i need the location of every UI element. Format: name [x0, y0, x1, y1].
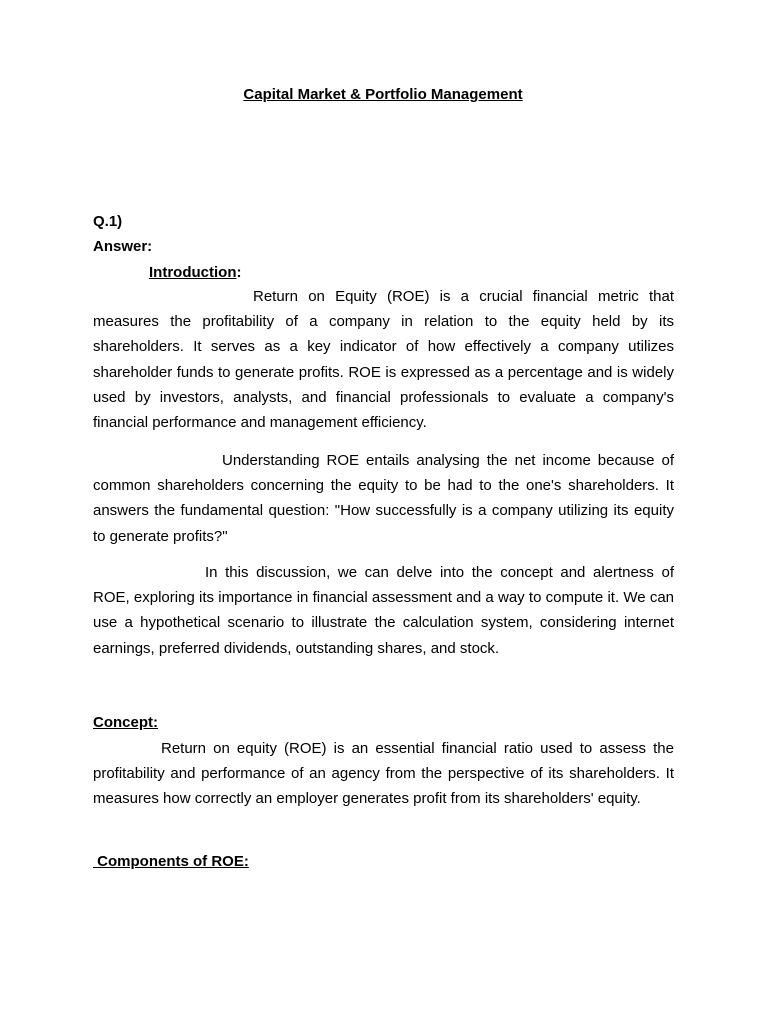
- introduction-heading-text: Introduction: [149, 264, 237, 281]
- intro-paragraph-1-text: Return on Equity (ROE) is a crucial financial metric that measures the profitability of a company in relation to the equity held by its shareholders. It serves as a key indicator of how effectively a company utilizes shareholder funds to generate profits. ROE is expressed as a percentage and is widely used by investors, analysts, and financial professionals to evaluate a company's financial performance and management efficiency.: [93, 288, 674, 432]
- intro-paragraph-2-text: Understanding ROE entails analysing the net income because of common shareholders concerning the equity to be had to the one's shareholders. It answers the fundamental question: "How successfully is a company utilizing its equity to generate profits?": [93, 452, 674, 545]
- document-title: Capital Market & Portfolio Management: [243, 86, 523, 103]
- concept-paragraph-text: Return on equity (ROE) is an essential financial ratio used to assess the profitability and performance of an agency from the perspective of its shareholders. It measures how correctly an employer generates profit from its shareholders' equity.: [93, 740, 674, 808]
- concept-paragraph: [93, 736, 674, 812]
- intro-paragraph-3: [93, 560, 674, 661]
- answer-label: Answer:: [93, 238, 153, 255]
- introduction-heading-colon: :: [236, 264, 242, 281]
- components-heading: [93, 853, 249, 870]
- intro-paragraph-1: [93, 284, 674, 435]
- concept-heading: Concept:: [93, 714, 158, 731]
- intro-paragraph-2: [93, 448, 674, 549]
- components-heading-text: Components of ROE:: [97, 853, 249, 870]
- intro-paragraph-3-text: In this discussion, we can delve into the concept and alertness of ROE, exploring its importance in financial assessment and a way to compute it. We can use a hypothetical scenario to illustrate the calculation system, considering internet earnings, preferred dividends, outstanding shares, and stock.: [93, 564, 674, 657]
- question-label: Q.1): [93, 213, 123, 230]
- introduction-heading: [149, 264, 241, 281]
